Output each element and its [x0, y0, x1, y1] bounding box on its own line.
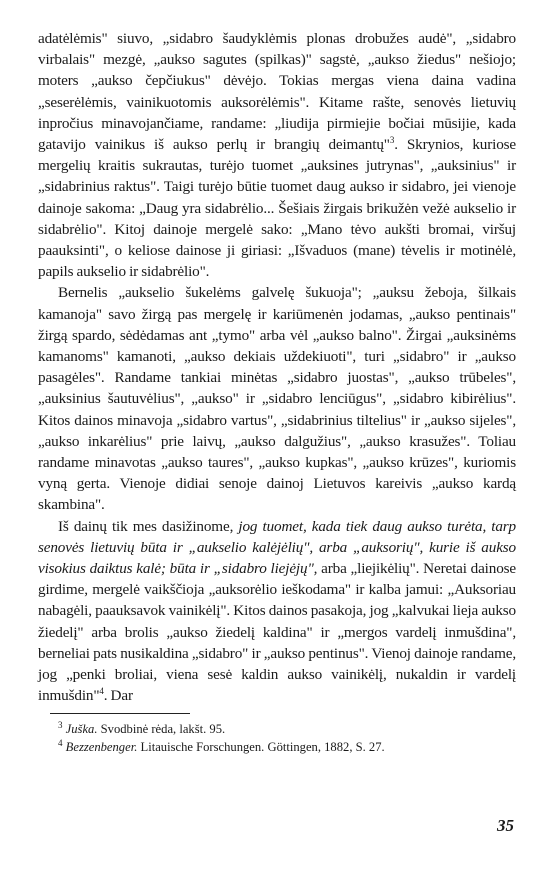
footnote-3-text: Svodbinė rėda, lakšt. 95. — [100, 721, 226, 736]
paragraph-2: Bernelis „aukselio šukelėms galvelę šukuoja"; „auksu žeboja, šilkais kamanoja" savo žirgą pas mergelę ir kariūmenėn jodamas, „aukso pentinais" žirgą spardo, sėdėdamas ant „tymo" arba vėl „aukso balno". Žirgai „auksinėms kamanoms" kamanoti, „aukso dekiais uždekiuoti", turi „sidabro" ir „aukso pasagėles". Randame tankiai minėtas „sidabro juostas", „aukso trūbeles", „auksinius šautuvėlius", „aukso" ir „sidabro lenciūgus", „sidabro kibirėlius". Kitos dainos minavoja „sidabro vartus", „sidabrinius tiltelius" ir „aukso sijeles", „aukso inkarėlius" prie laivų, „aukso dalgužius", „aukso krasužes". Toliau randame minavotas „aukso taures", „aukso kupkas", „aukso krūzes", kuriomis vyną gerta. Vienoje didiai senoje dainoj Lietuvos kareivis „aukso kardą skambina". — [38, 284, 516, 514]
paragraph-3-italic: jog tuomet, kada tiek daug aukso turėta, tarp senovės lietuvių būta ir „aukselio kalėjėlių", arba „auksorių", kurie iš aukso visokius daiktus kalė; būta ir „sidabro liejėjų", — [38, 517, 516, 578]
footnote-4-text: Litauische Forschungen. Göttingen, 1882, S. 27. — [140, 739, 385, 754]
footnote-ref-4: 4 — [99, 686, 104, 697]
paragraph-3-tail: Dar — [110, 687, 133, 705]
paragraph-3: Iš dainų tik mes dasižinome, jog tuomet, kada tiek daug aukso turėta, tarp senovės lietuvių būta ir „aukselio kalėjėlių", arba „auksorių", kurie iš aukso visokius daiktus kalė; būta ir „sidabro liejėjų", arba „liejikėlių". Neretai dainose girdime, mergelė vaikščioja „auksorėlio ieškodama" ir kalba jamui: „Auksoriau nabagėli, paauksavok vainikėlį". Kitos dainos pasakoja, jog „kalvukai lieja aukso žiedelį" arba brolis „aukso žiedelį kaldina" ir „mergos vardelį inmušdina", berneliai pats nusikaldina „sidabro" ir „aukso pentinus". Vienoj dainoje randame, jog „penki broliai, viena sesė kaldin aukso vainikėlį, nukaldin ir vardelį inmušdin"$^4$. Dar — [38, 517, 516, 705]
paragraph-3-rest: arba „liejikėlių". Neretai dainose girdime, mergelė vaikščioja „auksorėlio ieškodama" ir kalba jamui: „Auksoriau nabagėli, paauksavok vainikėlį". Kitos dainos pasakoja, jog „kalvukai lieja aukso žiedelį" arba brolis „aukso žiedelį kaldina" ir „mergos vardelį inmušdina", berneliai pats nusikaldina „sidabro" ir „aukso pentinus". Vienoj dainoje randame, jog „penki broliai, viena sesė kaldin aukso vainikėlį, nukaldin ir vardelį inmušdin" — [38, 560, 516, 705]
footnote-divider — [50, 713, 190, 714]
footnote-4-author: Bezzenbenger. — [65, 739, 138, 754]
body-text — [38, 28, 516, 707]
page-number: 35 — [497, 816, 514, 835]
footnotes — [38, 720, 516, 756]
footnote-3-author: Juška. — [65, 721, 98, 736]
footnote-3-number: 3 — [58, 719, 63, 730]
paragraph-1-continued: . Skrynios, kuriose mergelių kraitis sukrautas, turėjo tuomet „auksines jutrynas", „auksinius" ir „sidabrinius raktus". Taigi turėjo būtie tuomet daug aukso ir sidabro, jei vienoje dainoje sakoma: „Daug yra sidabrėlio... Šešiais žirgais brikužėn vežė aukselio ir sidabrėlio". Kitoj dainoje mergelė sako: „Mano tėvo aukšti bromai, viršuj paauksinti", o keliose dainose ji giriasi: „Išvaduos (mane) tėvelis ir motinėlė, papils aukselio ir sidabrėlio". — [38, 136, 517, 281]
footnote-4 — [58, 738, 516, 756]
page — [38, 28, 516, 756]
paragraph-3-lead: Iš dainų tik mes dasižinome, — [58, 517, 234, 535]
footnote-3 — [58, 720, 516, 738]
footnote-ref-3: 3 — [389, 134, 395, 145]
paragraph-1-text: adatėlėmis" siuvo, „sidabro šaudyklėmis plonas drobužes audė", „sidabro virbalais" mezgė, „aukso sagutes (spilkas)" sagstė, „aukso žiedus" nešiojo; moters „aukso čepčiukus" dėvėjo. Tokias mergas viena daina vadina „seserėlėmis, vainikuotomis auksorėlėmis". Kitame rašte, senovės lietuvių inpročius minavojančiame, randame: „liudija pirmiejie bočiai mūsijie, kada gatavijo vainikus iš aukso perlų ir brangių deimantų" — [38, 30, 516, 154]
footnote-4-number: 4 — [58, 737, 63, 748]
paragraph-1 — [38, 28, 516, 282]
